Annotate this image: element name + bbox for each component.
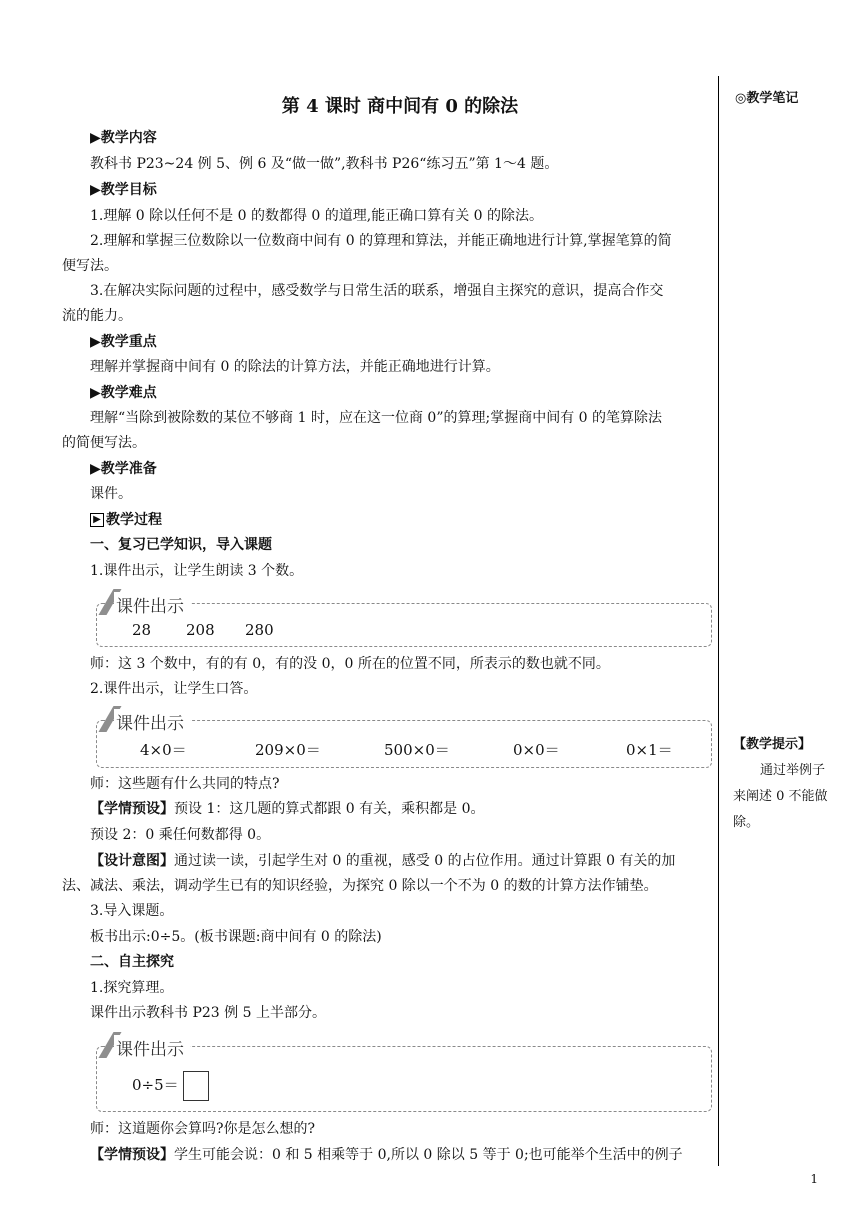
prep-text: 课件。 — [90, 486, 132, 502]
part-2-heading: 二、自主探究 — [90, 954, 174, 970]
side-tip-line-2: 来阐述 0 不能做 — [733, 789, 828, 804]
part-1-step-3: 3.导入课题。 — [90, 903, 174, 919]
design-intent-line-2: 法、减法、乘法，调动学生已有的知识经验，为探究 0 除以一个不为 0 的数的计算方法作铺垫。 — [62, 878, 658, 894]
box-1-number-2: 208 — [186, 621, 215, 639]
part-1-step-2: 2.课件出示，让学生口答。 — [90, 681, 258, 697]
goal-3-line-1: 3.在解决实际问题的过程中，感受数学与日常生活的联系，增强自主探究的意识，提高合作交 — [90, 283, 664, 299]
side-tip-line-1: 通过举例子 — [760, 763, 826, 778]
side-tip-heading: 【教学提示】 — [733, 737, 812, 752]
process-heading — [90, 510, 162, 530]
preset-3-tag: 【学情预设】 — [90, 1147, 174, 1163]
preset-3-text: 学生可能会说：0 和 5 相乘等于 0,所以 0 除以 5 等于 0;也可能举个生活中的例子 — [174, 1147, 683, 1163]
box-2-expr-3: 500×0＝ — [384, 741, 450, 759]
goals-heading: ▶教学目标 — [90, 182, 157, 198]
design-intent-text: 通过读一读，引起学生对 0 的重视，感受 0 的占位作用。通过计算跟 0 有关的加 — [174, 853, 676, 869]
preset-2: 预设 2：0 乘任何数都得 0。 — [90, 827, 271, 843]
box-2-expr-4: 0×0＝ — [513, 741, 560, 759]
box-1-number-3: 280 — [245, 621, 274, 639]
teacher-remark-2: 师：这些题有什么共同的特点? — [90, 776, 280, 792]
part-2-step-1: 1.探究算理。 — [90, 980, 174, 996]
box-2-expr-5: 0×1＝ — [626, 741, 673, 759]
part-1-heading: 一、复习已学知识，导入课题 — [90, 537, 272, 553]
page-title: 第 4 课时 商中间有 0 的除法 — [281, 96, 519, 117]
box-1-number-1: 28 — [132, 621, 152, 639]
box-3-expr-text: 0÷5＝ — [132, 1076, 179, 1094]
box-3-label: 课件出示 — [114, 1035, 190, 1060]
difficulty-line-2: 的简便写法。 — [62, 435, 146, 451]
goal-3-line-2: 流的能力。 — [62, 308, 132, 324]
goal-2-line-1: 2.理解和掌握三位数除以一位数商中间有 0 的算理和算法，并能正确地进行计算,掌握笔算的简 — [90, 233, 672, 249]
preset-1 — [90, 799, 485, 819]
box-2-expr-2: 209×0＝ — [255, 741, 321, 759]
board-text: 板书出示:0÷5。(板书课题:商中间有 0 的除法) — [90, 929, 382, 945]
play-box-icon: ▶ — [90, 513, 104, 527]
design-intent-line-1 — [90, 851, 675, 871]
box-3-expression — [132, 1070, 209, 1101]
process-heading-text: 教学过程 — [106, 512, 162, 528]
content-heading: ▶教学内容 — [90, 130, 157, 146]
part-1-step-1: 1.课件出示，让学生朗读 3 个数。 — [90, 563, 304, 579]
design-intent-tag: 【设计意图】 — [90, 853, 174, 869]
preset-1-text: 预设 1：这几题的算式都跟 0 有关，乘积都是 0。 — [174, 801, 485, 817]
prep-heading: ▶教学准备 — [90, 461, 157, 477]
teacher-remark-1: 师：这 3 个数中，有的有 0，有的没 0，0 所在的位置不同，所表示的数也就不同。 — [90, 656, 610, 672]
box-1-label: 课件出示 — [114, 592, 190, 617]
difficulty-heading: ▶教学难点 — [90, 385, 157, 401]
key-text: 理解并掌握商中间有 0 的除法的计算方法，并能正确地进行计算。 — [90, 359, 500, 375]
answer-box — [183, 1071, 209, 1101]
side-tip-line-3: 除。 — [733, 815, 760, 830]
content-text: 教科书 P23~24 例 5、例 6 及“做一做”,教科书 P26“练习五”第 1～4 题。 — [90, 156, 559, 172]
goal-2-line-2: 便写法。 — [62, 258, 118, 274]
box-2-label: 课件出示 — [114, 709, 190, 734]
preset-3 — [90, 1145, 683, 1165]
difficulty-line-1: 理解“当除到被除数的某位不够商 1 时，应在这一位商 0”的算理;掌握商中间有 0 的笔算除法 — [90, 410, 663, 426]
part-2-show: 课件出示教科书 P23 例 5 上半部分。 — [90, 1005, 326, 1021]
notes-header: ◎教学笔记 — [735, 91, 799, 106]
margin-divider — [718, 76, 719, 1166]
box-2-expr-1: 4×0＝ — [140, 741, 187, 759]
key-heading: ▶教学重点 — [90, 334, 157, 350]
page-number: 1 — [810, 1172, 818, 1186]
preset-1-tag: 【学情预设】 — [90, 801, 174, 817]
teacher-remark-3: 师：这道题你会算吗?你是怎么想的? — [90, 1121, 316, 1137]
goal-1: 1.理解 0 除以任何不是 0 的数都得 0 的道理,能正确口算有关 0 的除法。 — [90, 208, 544, 224]
